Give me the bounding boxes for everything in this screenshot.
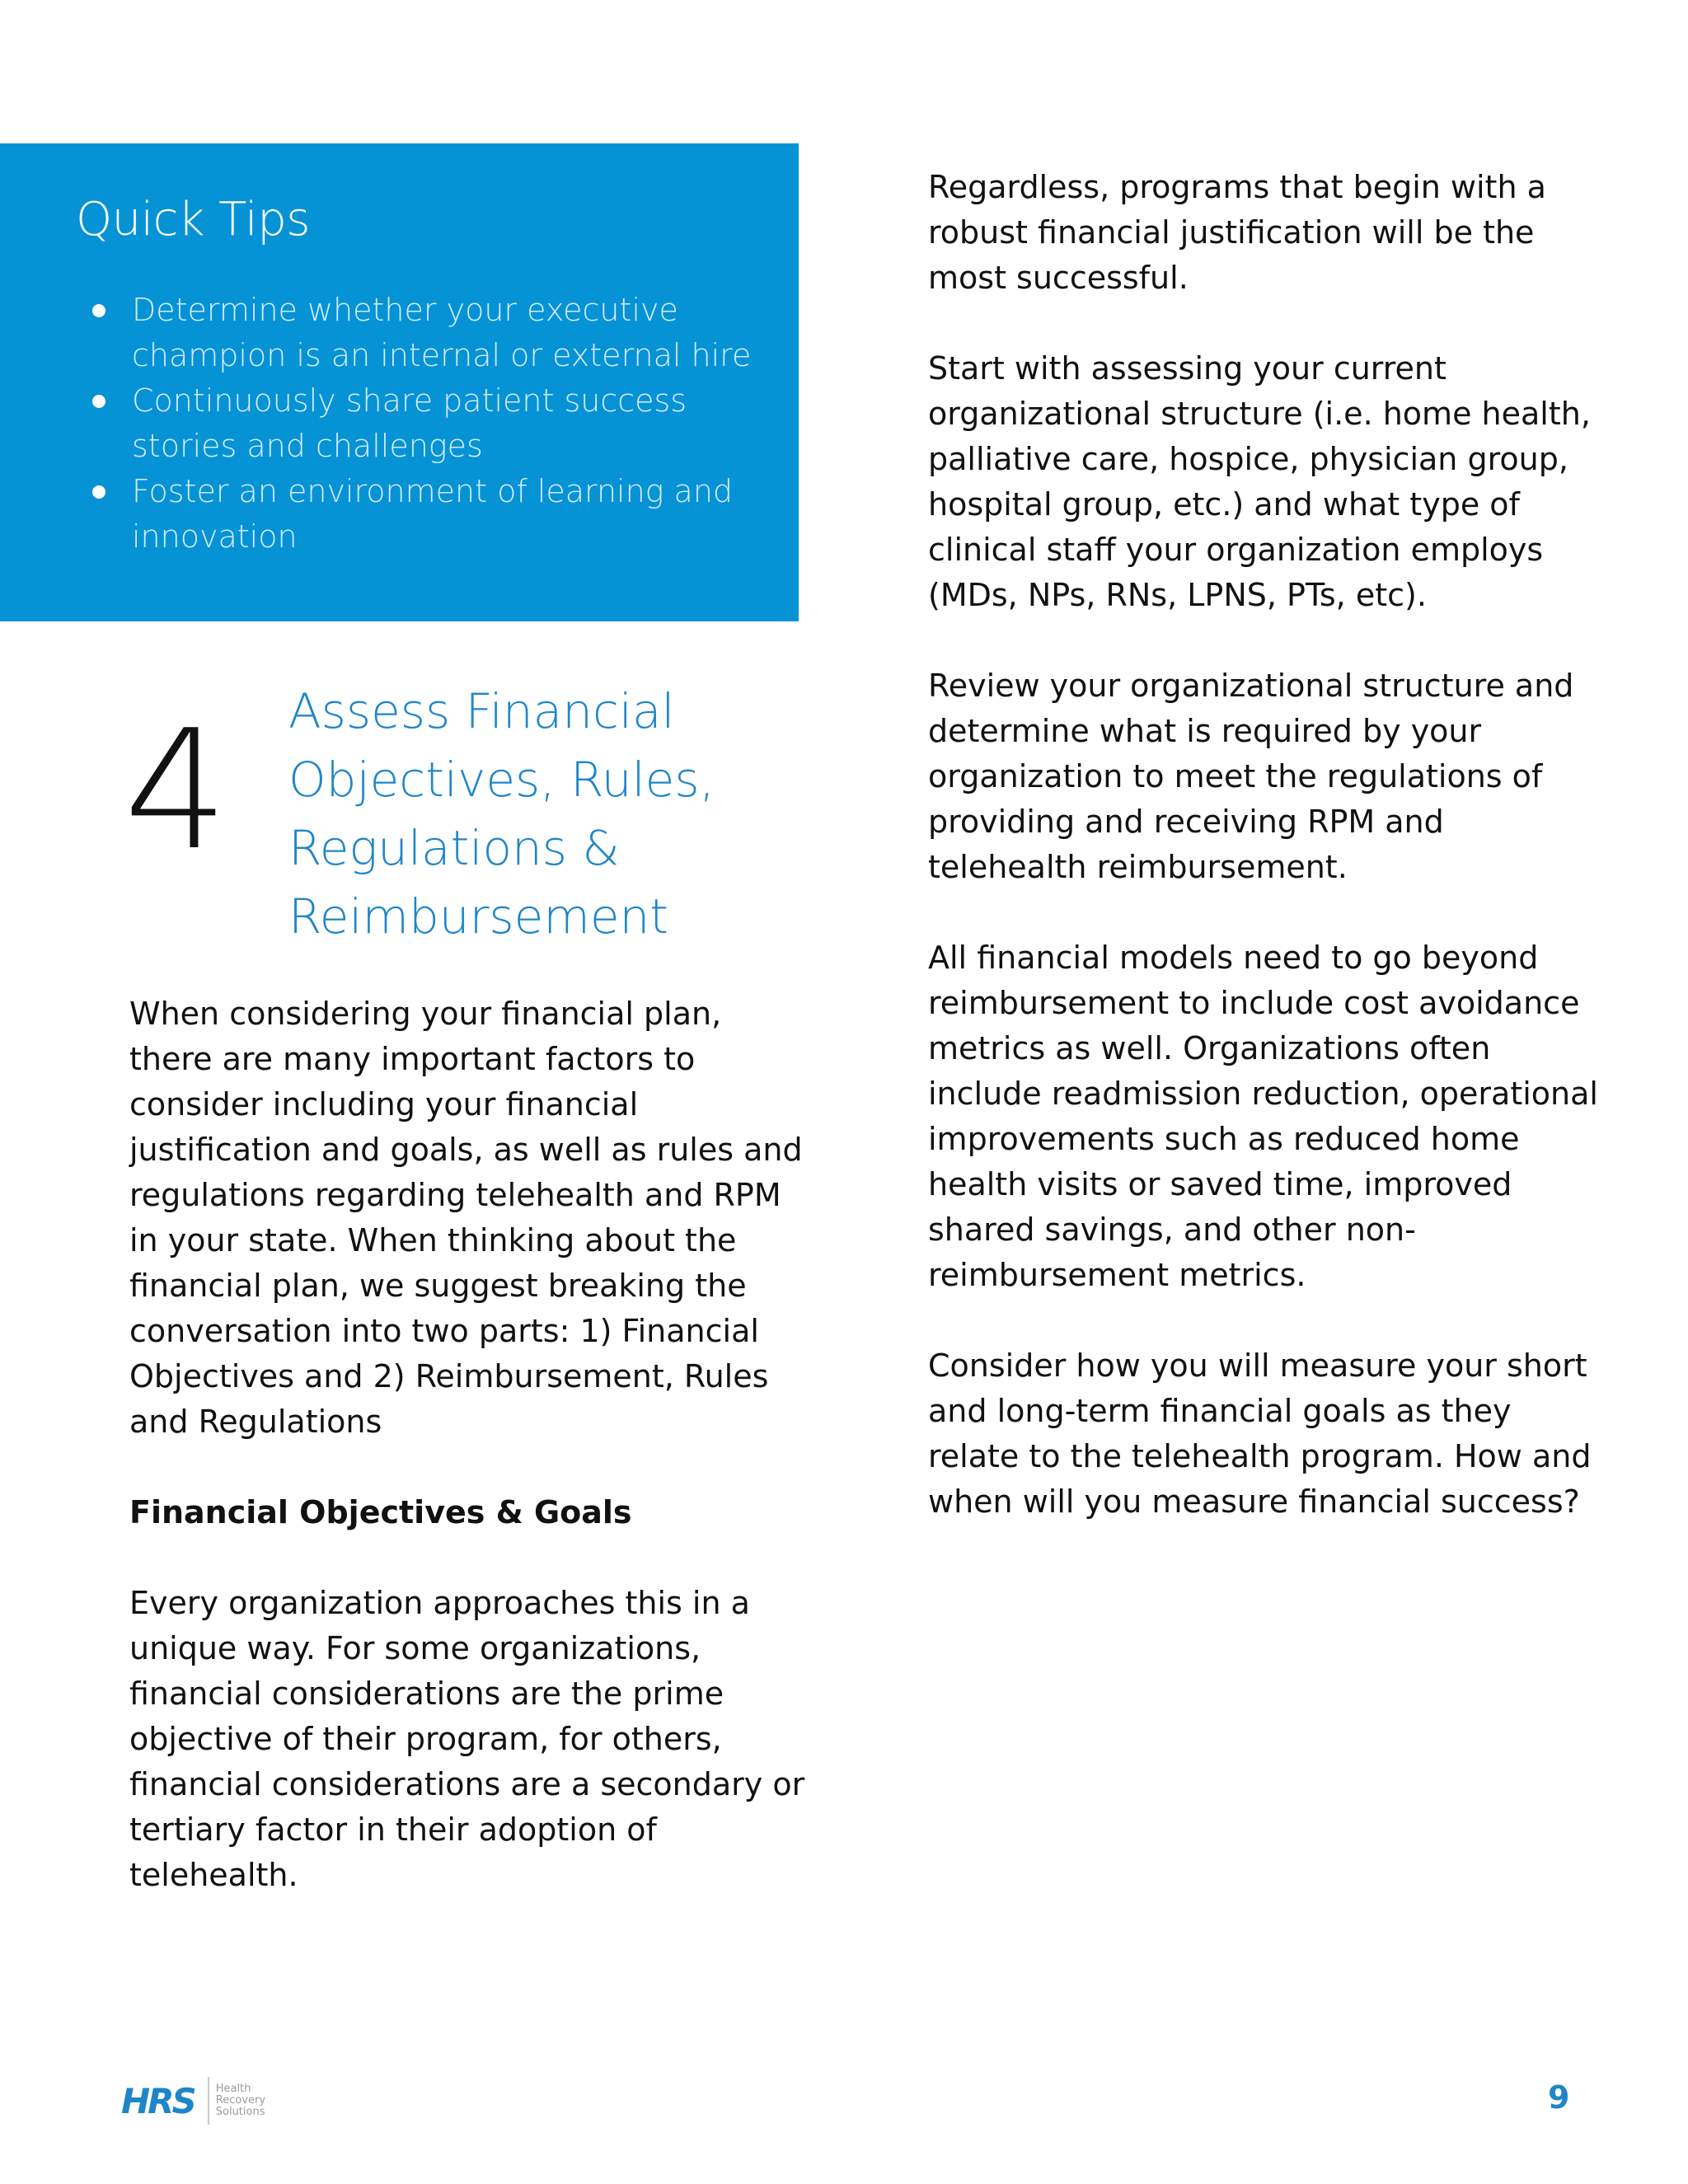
right-paragraph: All financial models need to go beyond reimbursement to include cost avoidance metrics as well. Organizations often include readmission reduction, operational improvements such as reduced home health visits or saved time, improved shared savings, and other non-reimbursement metrics. [928, 940, 1598, 1293]
bullet-icon [92, 485, 106, 499]
quick-tips-title: Quick Tips [76, 193, 310, 246]
hrs-logo [121, 2077, 265, 2125]
quick-tip-text: Determine whether your executive champion is an internal or external hire [132, 292, 752, 373]
right-paragraph: Consider how you will measure your short and long-term financial goals as they relate to the telehealth program. How and when will you measure financial success? [928, 1347, 1592, 1520]
quick-tips-list [76, 288, 799, 560]
logo-divider [208, 2077, 209, 2125]
quick-tip-text: Continuously share patient success stories and challenges [132, 382, 687, 464]
logo-text-line: Solutions [215, 2106, 265, 2118]
logo-text [216, 2083, 265, 2118]
left-column [129, 991, 805, 1943]
quick-tip-text: Foster an environment of learning and innovation [132, 473, 734, 555]
logo-text-line: Recovery [215, 2094, 266, 2107]
section-title: Assess Financial Objectives, Rules, Regulations & Reimbursement [288, 683, 715, 944]
logo-text-line: Health [215, 2083, 251, 2095]
page-number: 9 [1548, 2079, 1570, 2116]
bullet-icon [92, 304, 106, 317]
section-number: 4 [124, 695, 229, 887]
right-paragraph: Regardless, programs that begin with a robust financial justification will be the most successful. [928, 169, 1546, 296]
logo-mark: HRS [121, 2080, 195, 2121]
quick-tip-item [76, 288, 775, 378]
subheading: Financial Objectives & Goals [129, 1494, 632, 1530]
bullet-icon [92, 395, 106, 408]
body-paragraph: Every organization approaches this in a unique way. For some organizations, financial considerations are the prime objective of their program, for others, financial considerations are a secondary or tertiary factor in their adoption of telehealth. [129, 1585, 805, 1893]
right-paragraph: Review your organizational structure and determine what is required by your organization to meet the regulations of providing and receiving RPM and telehealth reimbursement. [928, 668, 1574, 885]
quick-tip-item [76, 469, 775, 560]
quick-tip-item [76, 378, 775, 469]
right-paragraph: Start with assessing your current organizational structure (i.e. home health, palliative care, hospice, physician group, hospital group, etc.) and what type of clinical staff your organization employs (MDs, NPs, RNs, LPNS, PTs, etc). [928, 350, 1591, 613]
intro-paragraph: When considering your financial plan, there are many important factors to consider including your financial justification and goals, as well as rules and regulations regarding telehealth and RPM in your state. When thinking about the financial plan, we suggest breaking the conversation into two parts: 1) Financial Objectives and 2) Reimbursement, Rules and Regulations [129, 996, 803, 1440]
quick-tips-box [0, 143, 799, 621]
right-column [928, 165, 1604, 1570]
